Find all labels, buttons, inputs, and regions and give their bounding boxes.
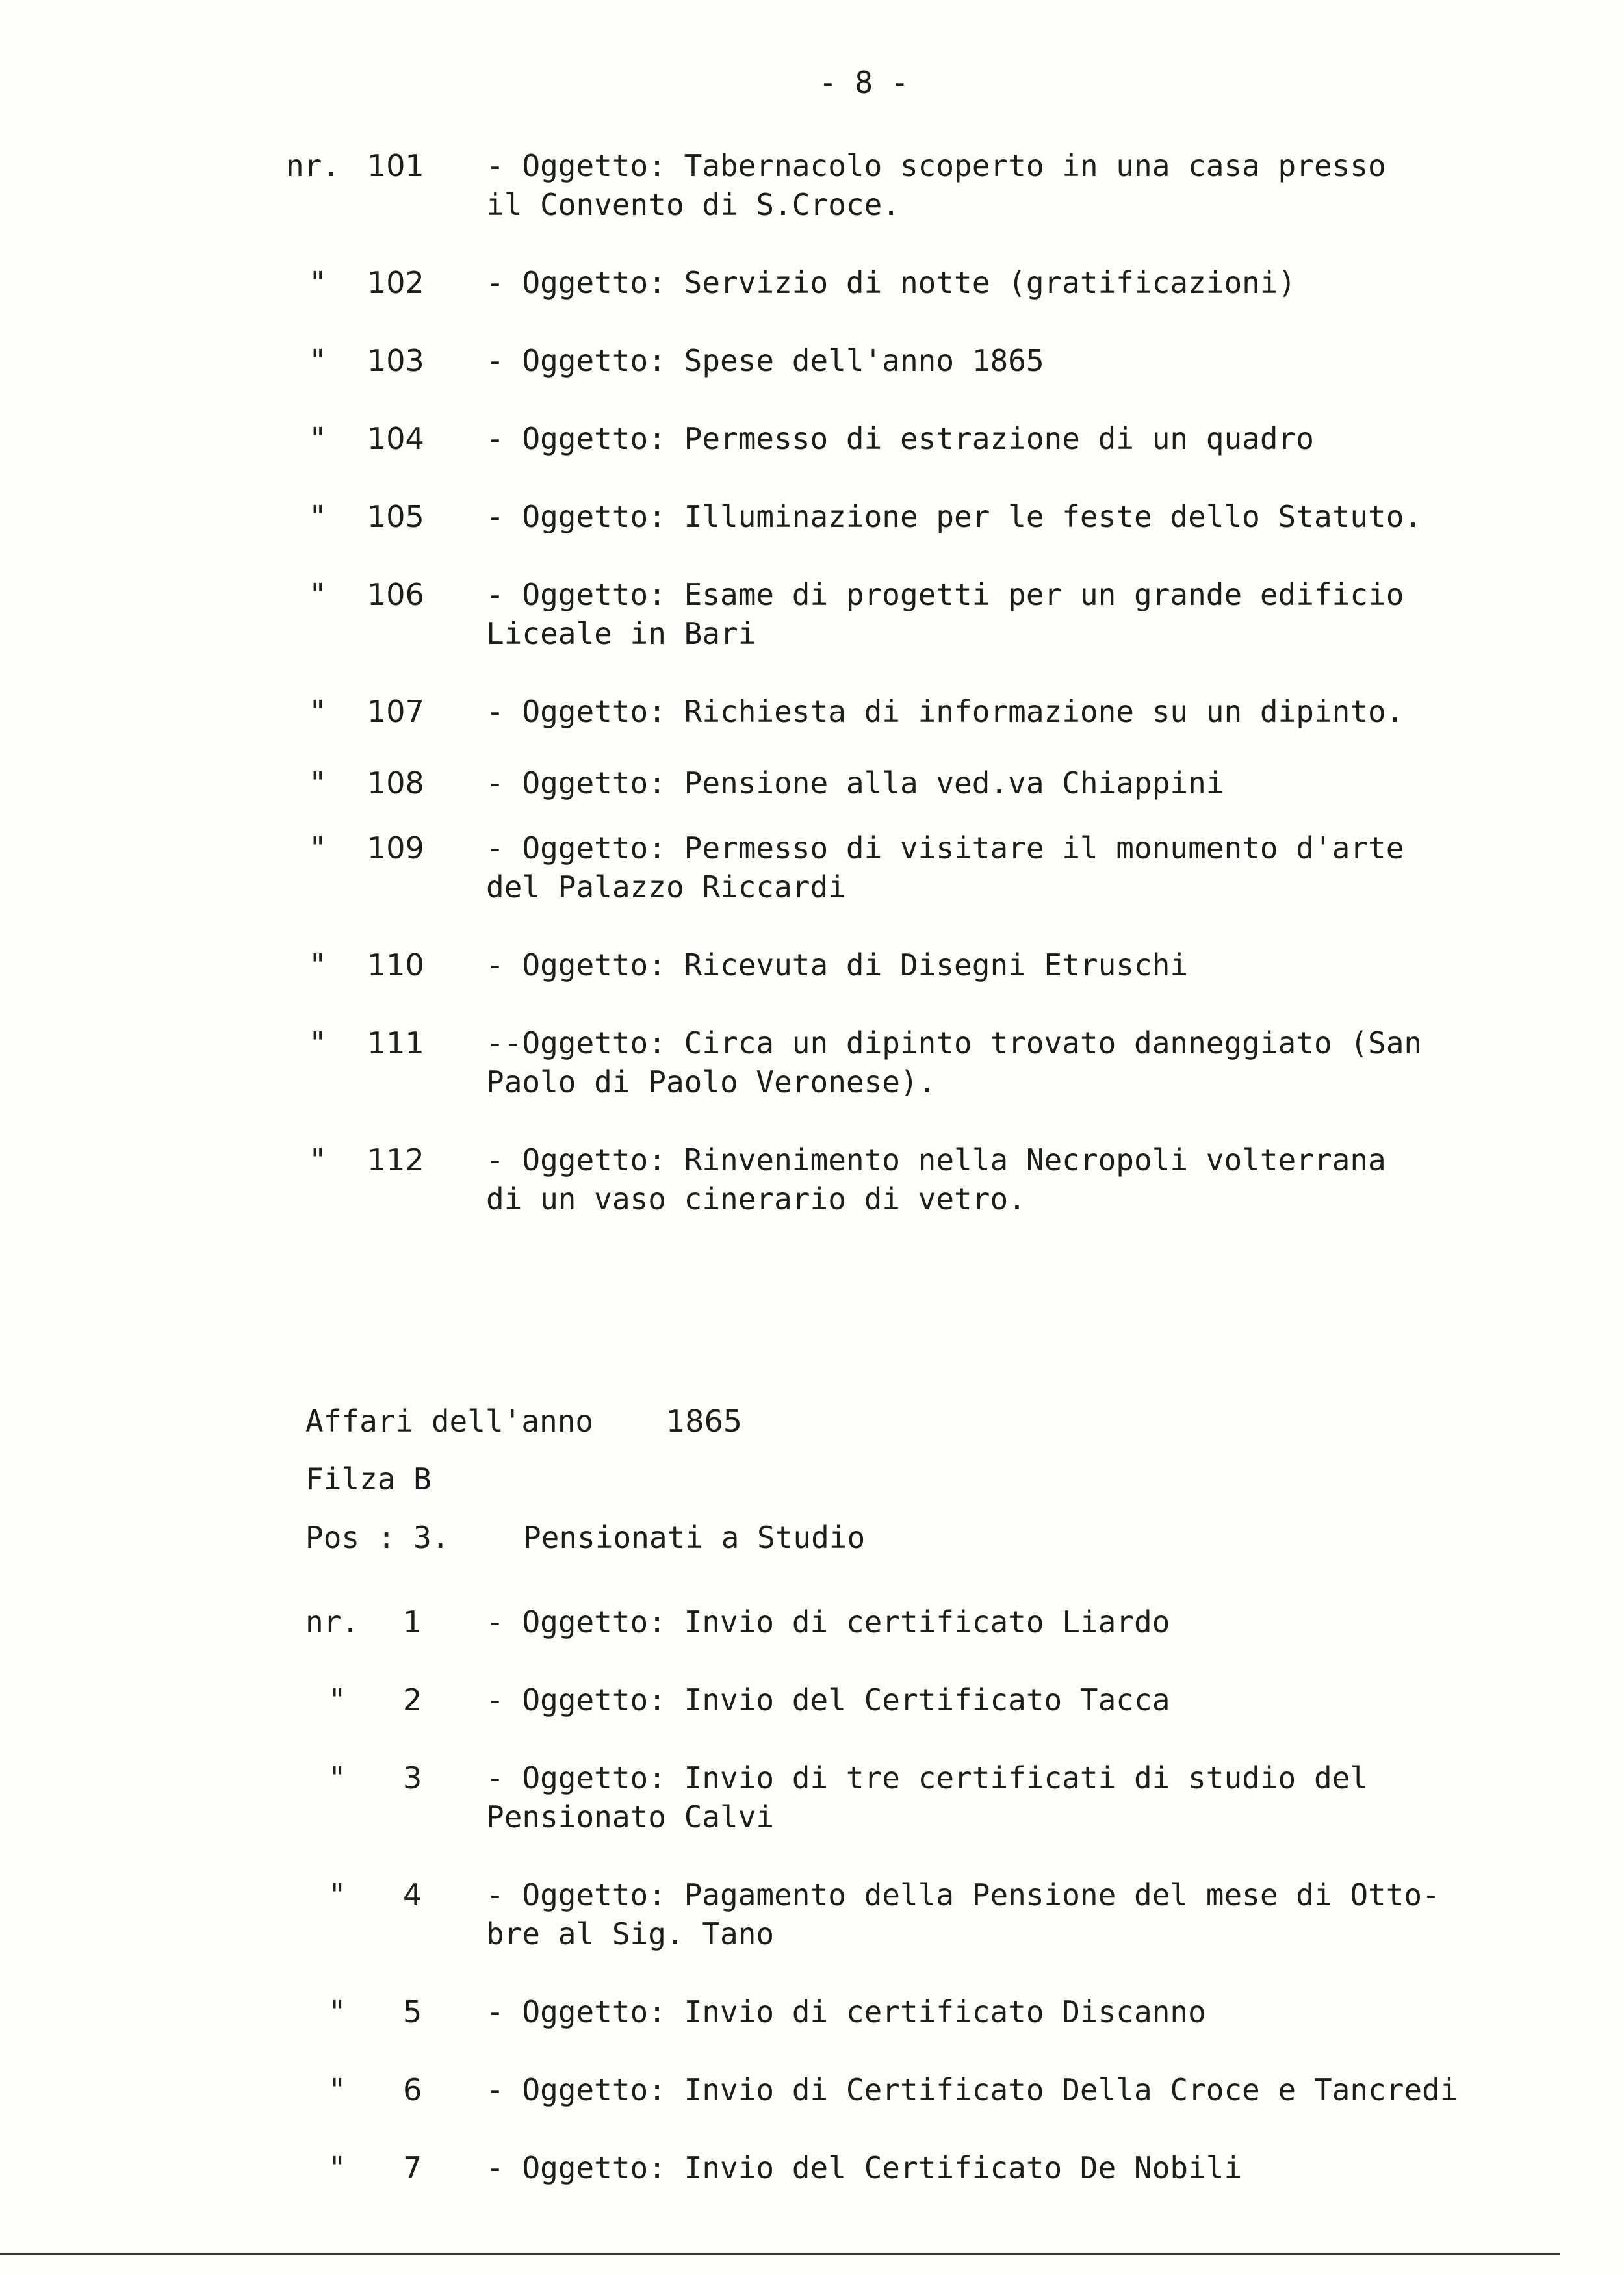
entry-text-line: - Oggetto: Ricevuta di Disegni Etruschi	[486, 947, 1189, 983]
page-number: - 8 -	[819, 65, 909, 100]
entry-text-line: - Oggetto: Invio del Certificato De Nobili	[486, 2150, 1243, 2185]
entry-number: 106	[367, 577, 424, 612]
entry-number: 2	[403, 1682, 422, 1717]
entry-text-line: - Oggetto: Esame di progetti per un grande edificio	[486, 577, 1404, 612]
entry-marker: nr.	[305, 1604, 360, 1639]
entry-marker: "	[309, 947, 327, 983]
entry-text-line: il Convento di S.Croce.	[486, 187, 900, 222]
pos-title: Pensionati a Studio	[523, 1520, 866, 1555]
entry-number: 109	[367, 830, 424, 866]
entry-number: 5	[403, 1994, 422, 2029]
entry-text-line: - Oggetto: Richiesta di informazione su un dipinto.	[486, 694, 1404, 729]
entry-number: 102	[367, 265, 424, 300]
entry-marker: "	[328, 2150, 346, 2185]
entry-marker: "	[309, 265, 327, 300]
pos-label: Pos : 3.	[305, 1520, 450, 1555]
entry-text-line: - Oggetto: Invio di tre certificati di studio del	[486, 1760, 1369, 1795]
entry-number: 103	[367, 343, 424, 378]
section-heading-label: Affari dell'anno	[305, 1404, 594, 1439]
entry-text-line: --Oggetto: Circa un dipinto trovato danneggiato (San	[486, 1025, 1423, 1060]
entry-marker: "	[328, 2072, 346, 2107]
entry-marker: "	[309, 421, 327, 456]
entry-number: 4	[403, 1877, 422, 1912]
entry-number: 111	[367, 1025, 424, 1060]
entry-text-line: bre al Sig. Tano	[486, 1916, 775, 1951]
entry-marker: nr.	[286, 148, 341, 183]
entry-marker: "	[328, 1877, 346, 1912]
entry-number: 108	[367, 765, 424, 801]
entry-text-line: Paolo di Paolo Veronese).	[486, 1064, 936, 1099]
entry-number: 105	[367, 499, 424, 534]
entry-text-line: - Oggetto: Rinvenimento nella Necropoli volterrana	[486, 1142, 1386, 1177]
entry-number: 112	[367, 1142, 424, 1177]
entry-marker: "	[328, 1994, 346, 2029]
entry-text-line: - Oggetto: Illuminazione per le feste dello Statuto.	[486, 499, 1423, 534]
entry-number: 1	[403, 1604, 422, 1639]
entry-text-line: - Oggetto: Pagamento della Pensione del mese di Otto-	[486, 1877, 1440, 1912]
entry-number: 110	[367, 947, 424, 983]
entry-text-line: - Oggetto: Pensione alla ved.va Chiappini	[486, 765, 1224, 801]
entry-text-line: - Oggetto: Invio di certificato Discanno	[486, 1994, 1206, 2029]
entry-text-line: - Oggetto: Spese dell'anno 1865	[486, 343, 1044, 378]
entry-marker: "	[309, 694, 327, 729]
entry-marker: "	[328, 1682, 346, 1717]
entry-number: 3	[403, 1760, 422, 1795]
entry-marker: "	[309, 1142, 327, 1177]
bottom-rule	[0, 2253, 1560, 2255]
entry-text-line: - Oggetto: Servizio di notte (gratificazioni)	[486, 265, 1296, 300]
entry-text-line: - Oggetto: Permesso di visitare il monumento d'arte	[486, 830, 1404, 866]
entry-marker: "	[309, 499, 327, 534]
entry-marker: "	[309, 830, 327, 866]
entry-text-line: - Oggetto: Invio di Certificato Della Croce e Tancredi	[486, 2072, 1458, 2107]
entry-text-line: Pensionato Calvi	[486, 1799, 775, 1834]
entry-marker: "	[309, 343, 327, 378]
entry-marker: "	[309, 1025, 327, 1060]
entry-number: 101	[367, 148, 424, 183]
entry-text-line: del Palazzo Riccardi	[486, 869, 846, 905]
entry-text-line: - Oggetto: Permesso di estrazione di un quadro	[486, 421, 1314, 456]
entry-text-line: - Oggetto: Invio del Certificato Tacca	[486, 1682, 1170, 1717]
entry-text-line: - Oggetto: Invio di certificato Liardo	[486, 1604, 1170, 1639]
entry-number: 107	[367, 694, 424, 729]
section-heading-year: 1865	[666, 1404, 743, 1439]
entry-marker: "	[309, 577, 327, 612]
entry-text-line: Liceale in Bari	[486, 616, 756, 651]
entry-number: 6	[403, 2072, 422, 2107]
entry-marker: "	[309, 765, 327, 801]
entry-number: 104	[367, 421, 424, 456]
filza-label: Filza B	[305, 1461, 432, 1497]
entry-text-line: - Oggetto: Tabernacolo scoperto in una casa presso	[486, 148, 1386, 183]
entry-text-line: di un vaso cinerario di vetro.	[486, 1181, 1026, 1216]
entry-marker: "	[328, 1760, 346, 1795]
entry-number: 7	[403, 2150, 422, 2185]
